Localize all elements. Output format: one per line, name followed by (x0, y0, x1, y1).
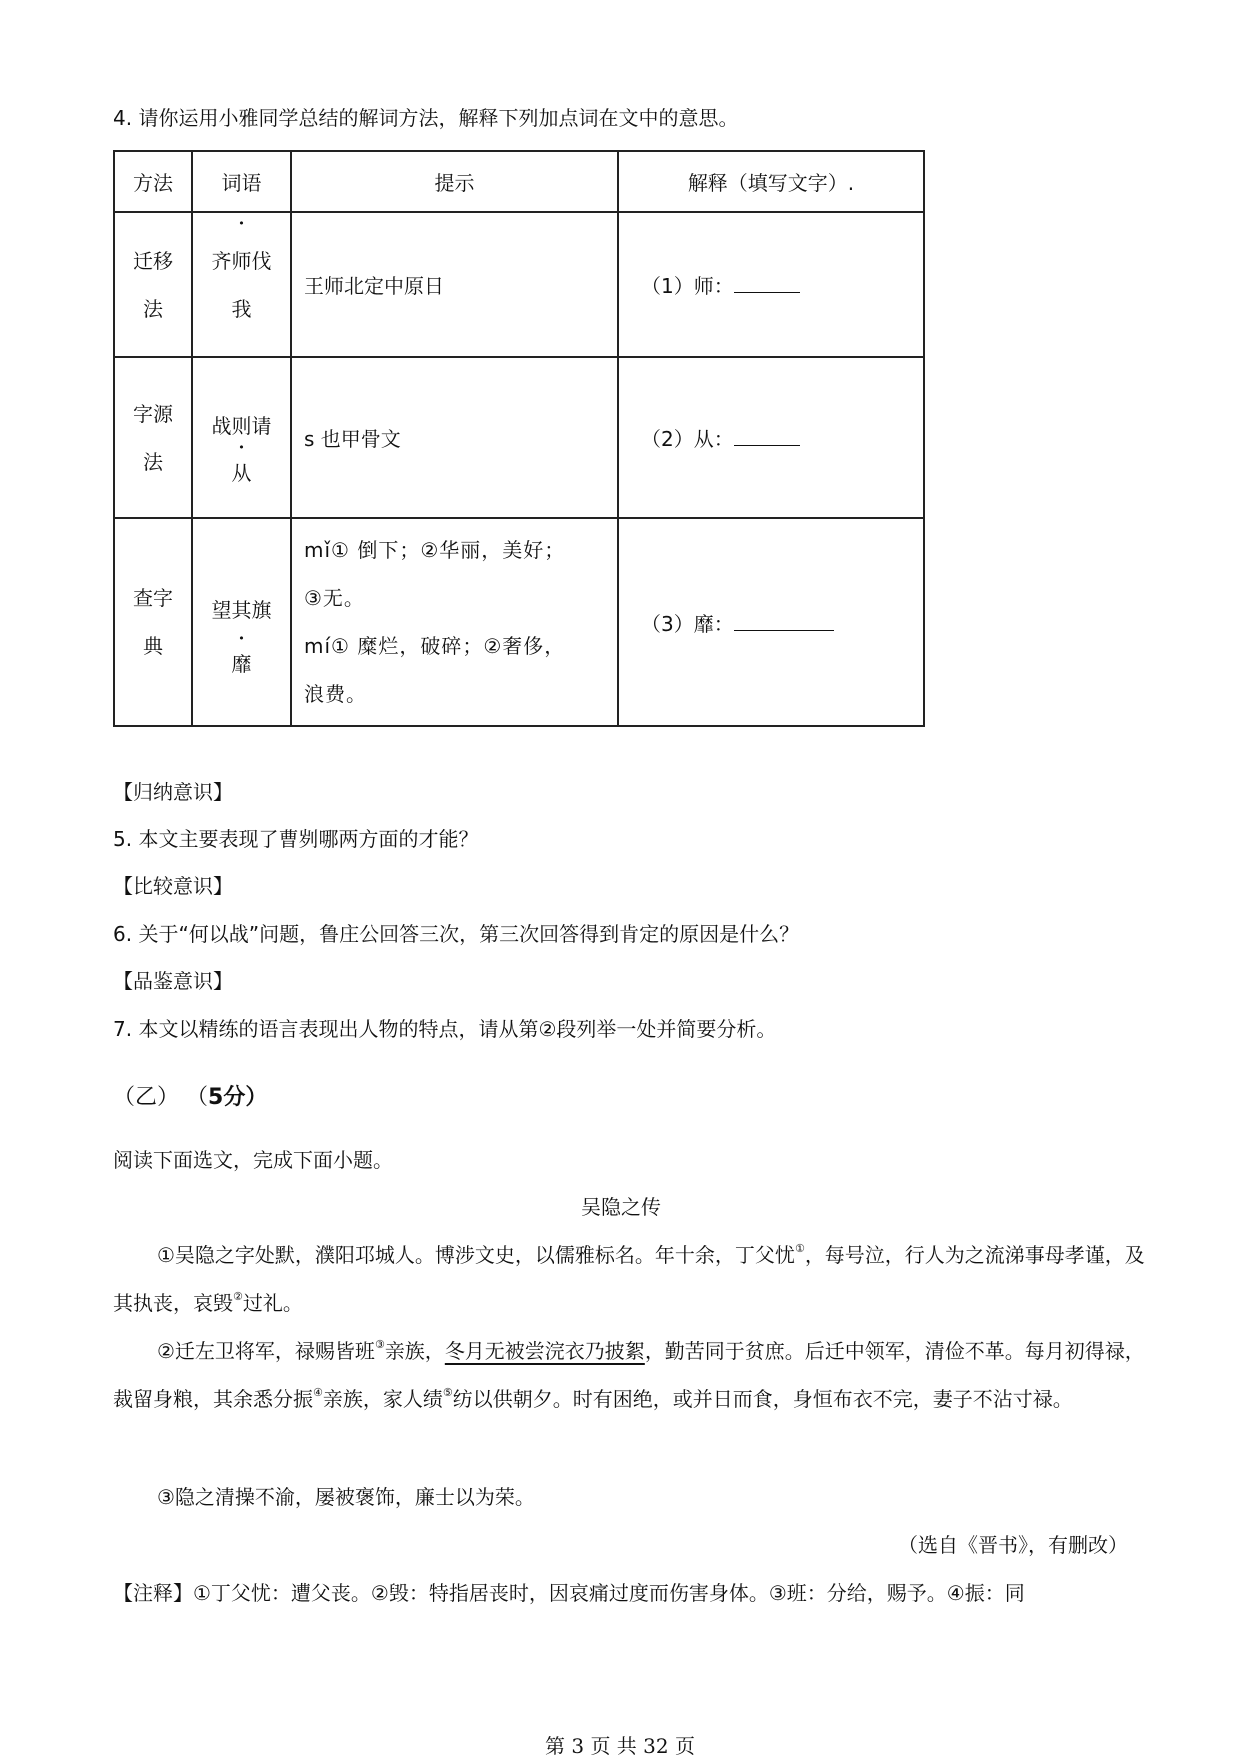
answer-label: （1）师： (641, 274, 734, 298)
word-cell (192, 357, 291, 518)
score-paren: （ (186, 1085, 209, 1110)
table-row (114, 518, 924, 726)
footnote-marker: ② (233, 1290, 243, 1303)
hint-cell: s 也甲骨文 (291, 357, 618, 518)
page-number: 第 3 页 共 32 页 (545, 1734, 695, 1758)
word-cell (192, 212, 291, 357)
question-7: 7. 本文以精练的语言表现出人物的特点，请从第②段列举一处并简要分析。 (113, 1017, 777, 1041)
footnote-marker: ① (794, 1242, 805, 1255)
method-text: 查字 (133, 586, 173, 610)
score-unit: 分） (223, 1085, 268, 1110)
hint-line: mí① 糜烂，破碎；②奢侈， (304, 634, 566, 658)
table-row (114, 212, 924, 357)
word-text: 我 (231, 296, 252, 321)
header-explanation: 解释（填写文字）. (618, 151, 924, 212)
footnote-marker: ③ (374, 1338, 385, 1351)
word-text: 望其旗 (211, 598, 272, 622)
method-cell (114, 212, 192, 357)
method-text: 法 (143, 449, 163, 474)
dotted-word: • 从 (232, 461, 252, 485)
footnote-marker: ④ (313, 1386, 323, 1399)
hint-cell: 王师北定中原日 (291, 212, 618, 357)
question-6: 6. 关于“何以战”问题，鲁庄公回答三次，第三次回答得到肯定的原因是什么？ (113, 922, 800, 946)
word-text: 战则请 (211, 413, 272, 438)
answer-cell (618, 212, 924, 357)
method-text: 字源 (133, 401, 173, 426)
method-text: 典 (143, 634, 163, 658)
passage-source: （选自《晋书》，有删改） (898, 1533, 1128, 1557)
answer-blank-3[interactable] (734, 612, 834, 631)
dotted-word: 师 (231, 248, 252, 273)
word-text: 齐师伐 (212, 237, 272, 285)
hint-line: 浪费。 (304, 682, 367, 706)
passage-paragraph-3: ③隐之清操不渝，屡被褒饰，廉士以为荣。 (157, 1485, 535, 1509)
answer-cell (618, 518, 924, 726)
dotted-word: • 靡 (232, 652, 252, 676)
passage-paragraph-2: ②迁左卫将军，禄赐皆班③亲族，冬月无被尝浣衣乃披絮，勤苦同于贫庶。后迁中领军，清俭不革。每月初得禄，裁留身粮，其余悉分振④亲族，家人绩⑤纺以供朝夕。时有困绝，或并日而食，身恒布衣不完，妻子不沾寸禄。 (113, 1338, 1145, 1411)
section-tag-appreciation: 【品鉴意识】 (113, 969, 233, 993)
passage-title: 吴隐之传 (581, 1195, 661, 1219)
underlined-sentence: 冬月无被尝浣衣乃披絮 (444, 1339, 645, 1363)
section-tag-comparison: 【比较意识】 (113, 874, 233, 898)
answer-label: （2）从： (641, 427, 734, 451)
hint-cell (291, 518, 618, 726)
table-row (114, 357, 924, 518)
passage-paragraph-1: ①吴隐之字处默，濮阳邛城人。博涉文史，以儒雅标名。年十余，丁父忧①，每号泣，行人为之流涕事母孝谨，及其执丧，哀毁②过礼。 (113, 1242, 1145, 1315)
part-label: （乙） (113, 1085, 180, 1110)
method-text: 迁移 (133, 248, 173, 273)
section-tag-induction: 【归纳意识】 (113, 780, 233, 804)
footnote-marker: ⑤ (442, 1386, 453, 1399)
method-cell (114, 518, 192, 726)
hint-line: ③无。 (304, 586, 365, 610)
score-number: 5 (208, 1085, 224, 1110)
hint-line: mǐ① 倒下；②华丽，美好； (304, 538, 566, 562)
question-4-prompt: 4. 请你运用小雅同学总结的解词方法，解释下列加点词在文中的意思。 (113, 106, 739, 130)
answer-blank-2[interactable] (734, 427, 800, 446)
word-cell (192, 518, 291, 726)
method-cell (114, 357, 192, 518)
method-text: 法 (143, 296, 163, 321)
header-hint: 提示 (291, 151, 618, 212)
question-5: 5. 本文主要表现了曹刿哪两方面的才能？ (113, 827, 479, 851)
header-word: 词语 (192, 151, 291, 212)
answer-cell (618, 357, 924, 518)
answer-label: （3）靡： (641, 611, 734, 636)
part-b-heading (113, 1080, 267, 1111)
answer-blank-1[interactable] (734, 274, 800, 293)
header-method: 方法 (114, 151, 192, 212)
reading-instruction: 阅读下面选文，完成下面小题。 (113, 1148, 393, 1172)
annotations: 【注释】①丁父忧：遭父丧。②毁：特指居丧时，因哀痛过度而伤害身体。③班：分给，赐予。④振：同 (113, 1581, 1025, 1605)
vocabulary-table (113, 150, 925, 727)
table-header-row (114, 151, 924, 212)
